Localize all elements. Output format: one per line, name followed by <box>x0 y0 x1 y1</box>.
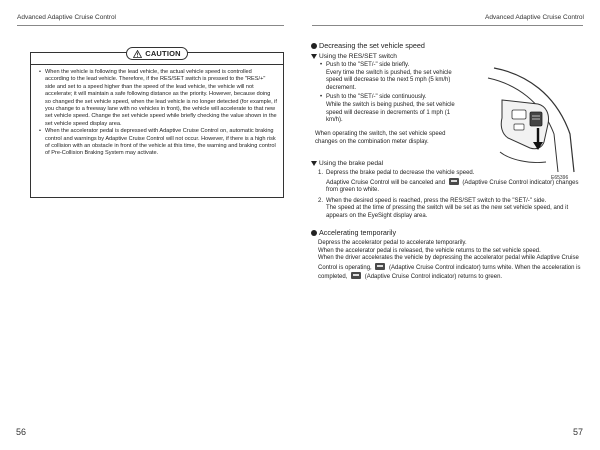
res-set-instructions <box>320 62 460 125</box>
steering-wheel-illustration <box>486 64 582 174</box>
accelerate-paragraph: Depress the accelerator pedal to accelerate temporarily. <box>318 240 467 246</box>
res-set-note: When operating the switch, the set vehicle speed changes on the combination meter display. <box>315 131 446 145</box>
caution-item: • When the accelerator pedal is depressed with Adaptive Cruise Control on, automatic braking control and warnings by Adaptive Cruise Control will not occur. However, if there is a high risk of collision with an obstacle in front of the vehicle at this time, the warning and braking control of Pre-Collision Braking System may activate. <box>39 128 277 158</box>
bullet-circle-icon <box>311 43 317 49</box>
instruction-detail: Every time the switch is pushed, the set vehicle speed will decrease to the next 5 mph (5 km/h) decrement. <box>326 69 452 91</box>
caution-box <box>30 49 284 198</box>
triangle-marker-icon <box>311 161 317 166</box>
running-header-right: Advanced Adaptive Cruise Control <box>484 14 584 21</box>
subsection-title-res-set: Using the RES/SET switch <box>311 53 397 60</box>
bullet-circle-icon <box>311 230 317 236</box>
accelerate-paragraph: When the driver accelerates the vehicle by depressing the accelerator pedal while Adaptive Cruise Control is operating, (Adaptive Cruise Control indicator) turns white. When the acceleration is completed, (Adaptive Cruise Control indicator) returns to green. <box>318 255 581 281</box>
caution-label: CAUTION <box>145 49 181 58</box>
step-1: 1. Depress the brake pedal to decrease the vehicle speed. <box>318 170 475 176</box>
header-divider-left <box>17 25 284 26</box>
step-2-detail: The speed at the time of pressing the switch will be set as the new set vehicle speed, and it appears on the EyeSight display area. <box>326 205 569 219</box>
triangle-marker-icon <box>311 54 317 59</box>
acc-indicator-icon <box>449 178 459 185</box>
instruction-bullet: • Push to the "SET/-" side briefly. <box>320 62 460 70</box>
brake-steps <box>318 170 584 221</box>
acc-indicator-icon <box>351 272 361 279</box>
page-number-left: 56 <box>16 427 27 437</box>
warning-triangle-icon <box>133 50 142 58</box>
acc-indicator-icon <box>375 263 385 270</box>
instruction-bullet: • Push to the "SET/-" side continuously. <box>320 94 460 102</box>
running-header-left: Advanced Adaptive Cruise Control <box>17 14 117 21</box>
step-2: 2. When the desired speed is reached, press the RES/SET switch to the "SET/-" side. <box>318 197 547 204</box>
header-divider-right <box>312 25 583 26</box>
accelerate-text <box>318 240 584 282</box>
subsection-title-brake: Using the brake pedal <box>311 160 383 167</box>
accelerate-paragraph: When the accelerator pedal is released, the vehicle returns to the set vehicle speed. <box>318 247 541 254</box>
page-number-right: 57 <box>572 427 583 437</box>
section-title-accelerate: Accelerating temporarily <box>311 228 396 237</box>
step-1-detail: Adaptive Cruise Control will be canceled and (Adaptive Cruise Control indicator) changes from green to white. <box>326 179 579 194</box>
instruction-detail: While the switch is being pushed, the set vehicle speed will decrease in decrements of 1 mph (1 km/h). <box>326 101 455 124</box>
figure-code: E65396 <box>551 175 569 181</box>
section-title-decrease: Decreasing the set vehicle speed <box>311 41 425 50</box>
caution-body <box>39 69 277 158</box>
caution-label-tag <box>126 47 188 60</box>
caution-item: • When the vehicle is following the lead vehicle, the actual vehicle speed is controlled according to the lead vehicle. Therefore, if the RES/SET switch is pressed to the "RES/+" side and set to a speed higher than the speed of the lead vehicle, the vehicle will not accelerate; it will maintain a safe following distance as the priority. However, because doing so changed the set vehicle speed, when the lead vehicle is no longer detected (for example, if you change to a freeway lane with no vehicles in front), the vehicle will accelerate to that new set vehicle speed. Change the set vehicle speed while briefly checking the value shown in the set vehicle speed display area. <box>39 69 277 128</box>
